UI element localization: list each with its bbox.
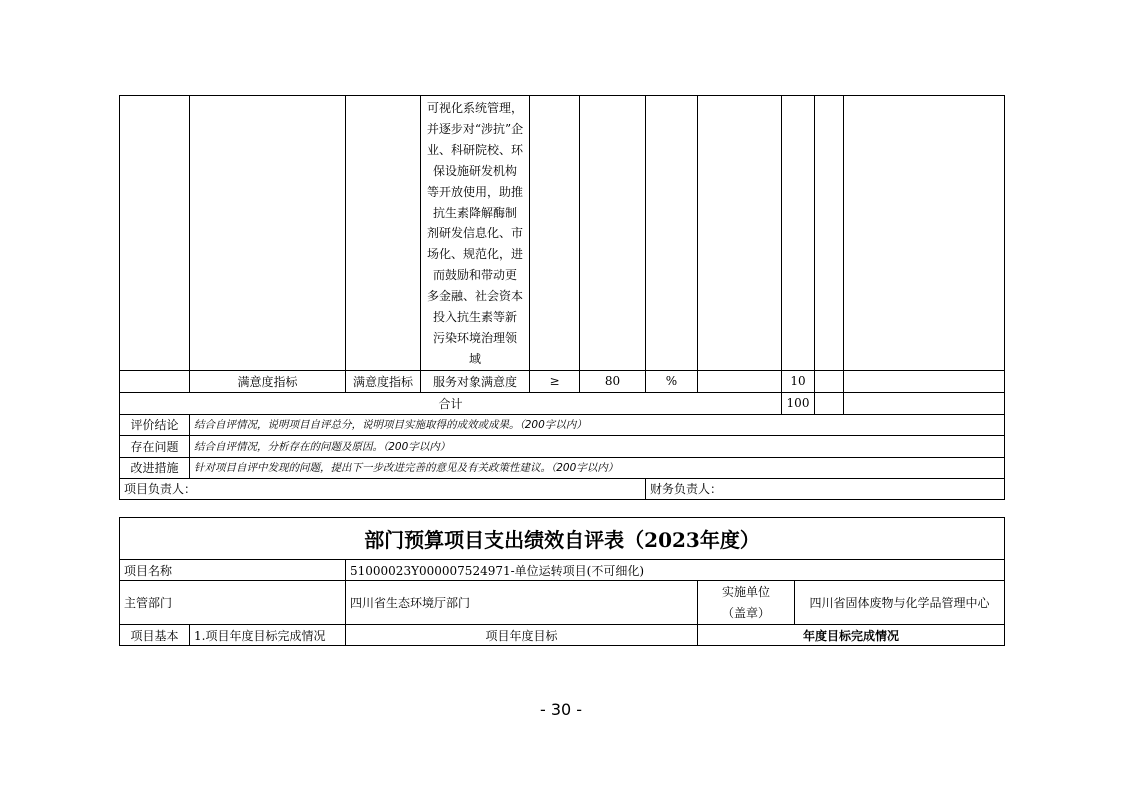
- department-value: 四川省生态环境厅部门: [346, 581, 698, 625]
- score: 10: [782, 370, 815, 392]
- annual-goal-completion-label: 年度目标完成情况: [698, 625, 1005, 646]
- implementing-unit-title: 实施单位: [721, 584, 770, 599]
- total-label: 合计: [120, 392, 782, 414]
- conclusion-hint: 结合自评情况，说明项目自评总分，说明项目实施取得的成效或成果。（200字以内）: [190, 414, 1005, 435]
- department-label: 主管部门: [120, 581, 346, 625]
- problems-label: 存在问题: [120, 435, 190, 457]
- total-score: 100: [782, 392, 815, 414]
- project-name-label: 项目名称: [120, 560, 346, 581]
- operator: ≥: [530, 370, 580, 392]
- evaluation-table-top: [119, 95, 1005, 500]
- indicator-description-cell: 可视化系统管理， 并逐步对“涉抗”企 业、科研院校、环 保设施研发机构 等开放使用，助推 抗生素降解酶制 剂研发信息化、市 场化、规范化，进 而鼓励和带动更 多金融、社会资本 投入抗生素等新 污染环境治理领 域: [421, 96, 530, 371]
- page-title: 部门预算项目支出绩效自评表（2023年度）: [120, 518, 1005, 560]
- department-row: [120, 581, 1005, 625]
- problems-row: [120, 435, 1005, 457]
- implementing-unit-label: [698, 581, 795, 625]
- level1-indicator: 满意度指标: [190, 370, 346, 392]
- finance-leader-label: 财务负责人：: [646, 478, 1005, 499]
- annual-goal-label: 项目年度目标: [346, 625, 698, 646]
- completion-label: 1.项目年度目标完成情况: [190, 625, 346, 646]
- page-number: - 30 -: [539, 700, 583, 719]
- project-name-row: [120, 560, 1005, 581]
- basic-label: 项目基本: [120, 625, 190, 646]
- conclusion-label: 评价结论: [120, 414, 190, 435]
- improvement-hint: 针对项目自评中发现的问题，提出下一步改进完善的意见及有关政策性建议。（200字以内）: [190, 457, 1005, 478]
- signature-row: [120, 478, 1005, 499]
- evaluation-table-bottom: [119, 517, 1005, 646]
- level3-indicator: 服务对象满意度: [421, 370, 530, 392]
- implementing-unit-seal: （盖章）: [721, 605, 770, 620]
- satisfaction-row: [120, 370, 1005, 392]
- problems-hint: 结合自评情况，分析存在的问题及原因。（200字以内）: [190, 435, 1005, 457]
- unit: %: [646, 370, 698, 392]
- improvement-row: [120, 457, 1005, 478]
- title-row: [120, 518, 1005, 560]
- level2-indicator: 满意度指标: [346, 370, 421, 392]
- project-leader-label: 项目负责人：: [120, 478, 646, 499]
- project-name-value: 51000023Y000007524971-单位运转项目(不可细化): [346, 560, 1005, 581]
- improvement-label: 改进措施: [120, 457, 190, 478]
- target-value: 80: [580, 370, 646, 392]
- implementing-unit-value: 四川省固体废物与化学品管理中心: [795, 581, 1005, 625]
- total-row: [120, 392, 1005, 414]
- basic-info-row: [120, 625, 1005, 646]
- table-row: [120, 96, 1005, 371]
- conclusion-row: [120, 414, 1005, 435]
